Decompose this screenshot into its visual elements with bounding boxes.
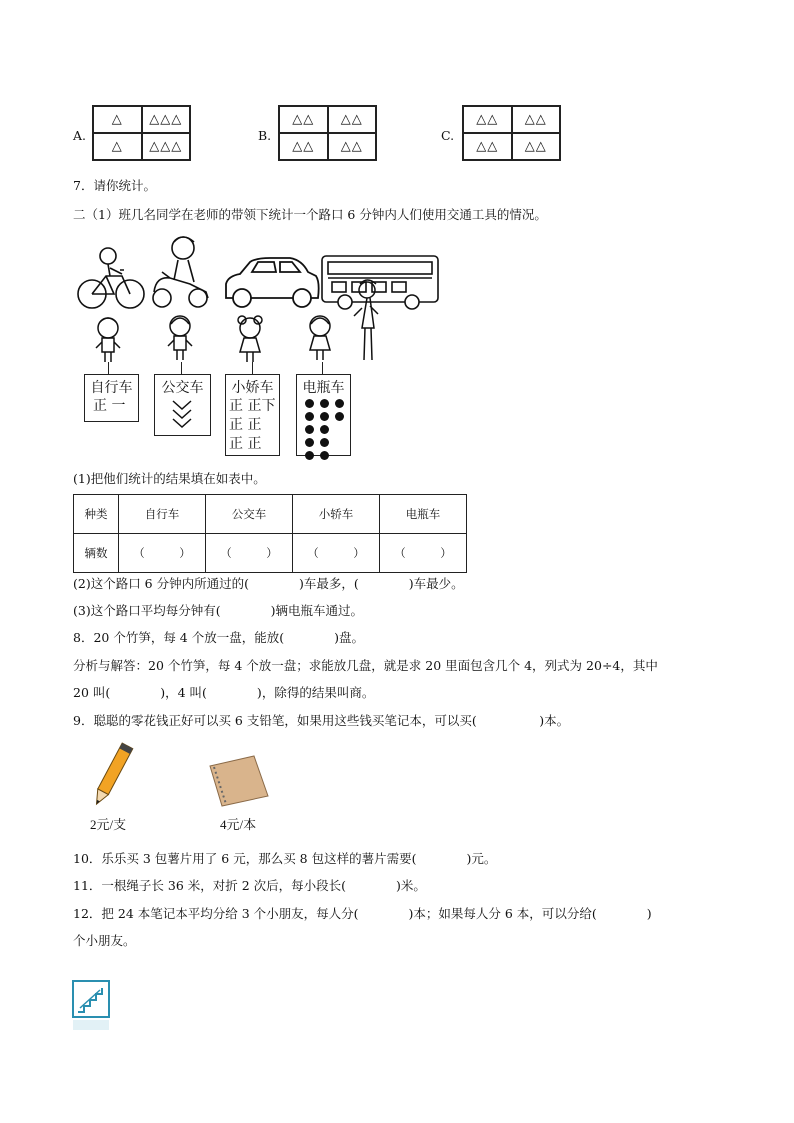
answer-blank[interactable]: （ ）: [206, 534, 293, 573]
tally-dot: [335, 412, 344, 421]
q7-sub3: (3)这个路口平均每分钟有( )辆电瓶车通过。: [73, 603, 363, 618]
q8-line3: 20 叫( )，4 叫( )，除得的结果叫商。: [73, 685, 375, 700]
grid-cell: △△: [279, 106, 328, 133]
table-header: 电瓶车: [380, 495, 467, 534]
child-icon: [310, 316, 330, 360]
q11-line: 11．一根绳子长 36 米，对折 2 次后，每小段长( )米。: [73, 878, 426, 893]
table-row: [74, 534, 467, 573]
tally-stem: [181, 362, 182, 374]
tally-stem: [322, 362, 323, 374]
q7-title: 7．请你统计。: [73, 178, 156, 193]
option-c-label: C.: [441, 128, 455, 143]
child-icon: [96, 318, 120, 362]
q12-line2: 个小朋友。: [73, 933, 136, 948]
tally-dot: [320, 438, 329, 447]
child-icon: [168, 316, 192, 360]
tally-marks: 正 正下: [229, 398, 276, 414]
chevron-tally-icon: [155, 397, 210, 435]
grid-cell: △△: [463, 133, 512, 160]
answer-blank[interactable]: （ ）: [380, 534, 467, 573]
grid-cell: △△: [279, 133, 328, 160]
pencil-price: 2元/支: [90, 817, 127, 832]
answer-blank[interactable]: （ ）: [119, 534, 206, 573]
stat-table: [73, 494, 467, 573]
stairs-logo-icon: [72, 980, 110, 1032]
tally-title: 公交车: [161, 380, 204, 396]
q8-line1: 8．20 个竹笋，每 4 个放一盘，能放( )盘。: [73, 630, 364, 645]
tally-marks: 正 正: [229, 436, 262, 452]
grid-cell: △△: [512, 106, 561, 133]
answer-blank[interactable]: （ ）: [293, 534, 380, 573]
option-a-grid: [92, 105, 191, 161]
q7-intro: 二（1）班几名同学在老师的带领下统计一个路口 6 分钟内人们使用交通工具的情况。: [73, 207, 547, 222]
option-b-label: B.: [258, 128, 272, 143]
dot-tally: [297, 397, 350, 462]
tally-title: 电瓶车: [302, 380, 345, 396]
q10-line: 10．乐乐买 3 包薯片用了 6 元，那么买 8 包这样的薯片需要( )元。: [73, 851, 497, 866]
tally-dot: [320, 399, 329, 408]
grid-cell: △△: [328, 106, 377, 133]
tally-marks: 正 一: [93, 398, 126, 414]
table-header: 种类: [74, 495, 119, 534]
q7-sub1: (1)把他们统计的结果填在如表中。: [73, 471, 266, 486]
tally-dot: [305, 451, 314, 460]
q9-line: 9．聪聪的零花钱正好可以买 6 支铅笔，如果用这些钱买笔记本，可以买( )本。: [73, 713, 570, 728]
tally-stem: [108, 362, 109, 374]
tally-dot: [335, 399, 344, 408]
tally-dot: [305, 399, 314, 408]
car-icon: [226, 258, 319, 307]
tally-title: 小娇车: [231, 380, 274, 396]
tally-box-bicycle: [84, 374, 139, 422]
tally-dot: [320, 412, 329, 421]
tally-box-ebike: [296, 374, 351, 456]
grid-cell: △△: [463, 106, 512, 133]
notebook-icon: [202, 752, 272, 810]
tally-stem: [252, 362, 253, 374]
grid-cell: △△△: [142, 106, 191, 133]
option-b-grid: [278, 105, 377, 161]
tally-box-bus: [154, 374, 211, 436]
grid-cell: △△△: [142, 133, 191, 160]
scooter-icon: [153, 237, 208, 307]
table-header: 小轿车: [293, 495, 380, 534]
table-row: [74, 495, 467, 534]
child-icon: [238, 316, 262, 362]
pencil-icon: [82, 740, 142, 810]
tally-dot: [320, 451, 329, 460]
q7-sub2: (2)这个路口 6 分钟内所通过的( )车最多，( )车最少。: [73, 576, 464, 591]
table-row-label: 辆数: [74, 534, 119, 573]
tally-title: 自行车: [90, 380, 133, 396]
bus-icon: [322, 256, 438, 309]
grid-cell: △: [93, 133, 142, 160]
grid-cell: △: [93, 106, 142, 133]
bicycle-icon: [78, 248, 144, 308]
grid-cell: △△: [512, 133, 561, 160]
tally-dot: [320, 425, 329, 434]
tally-dot: [305, 438, 314, 447]
grid-cell: △△: [328, 133, 377, 160]
option-c-grid: [462, 105, 561, 161]
q8-line2: 分析与解答：20 个竹笋，每 4 个放一盘；求能放几盘，就是求 20 里面包含几个 4，列式为 20÷4，其中: [73, 658, 658, 673]
option-a-label: A.: [73, 128, 87, 143]
tally-box-car: [225, 374, 280, 456]
q12-line1: 12．把 24 本笔记本平均分给 3 个小朋友，每人分( )本；如果每人分 6 本，可以分给( ): [73, 906, 652, 921]
table-header: 自行车: [119, 495, 206, 534]
traffic-illustration: [70, 232, 450, 367]
tally-dot: [305, 425, 314, 434]
tally-dot: [305, 412, 314, 421]
table-header: 公交车: [206, 495, 293, 534]
tally-marks: 正 正: [229, 417, 262, 433]
notebook-price: 4元/本: [220, 817, 257, 832]
